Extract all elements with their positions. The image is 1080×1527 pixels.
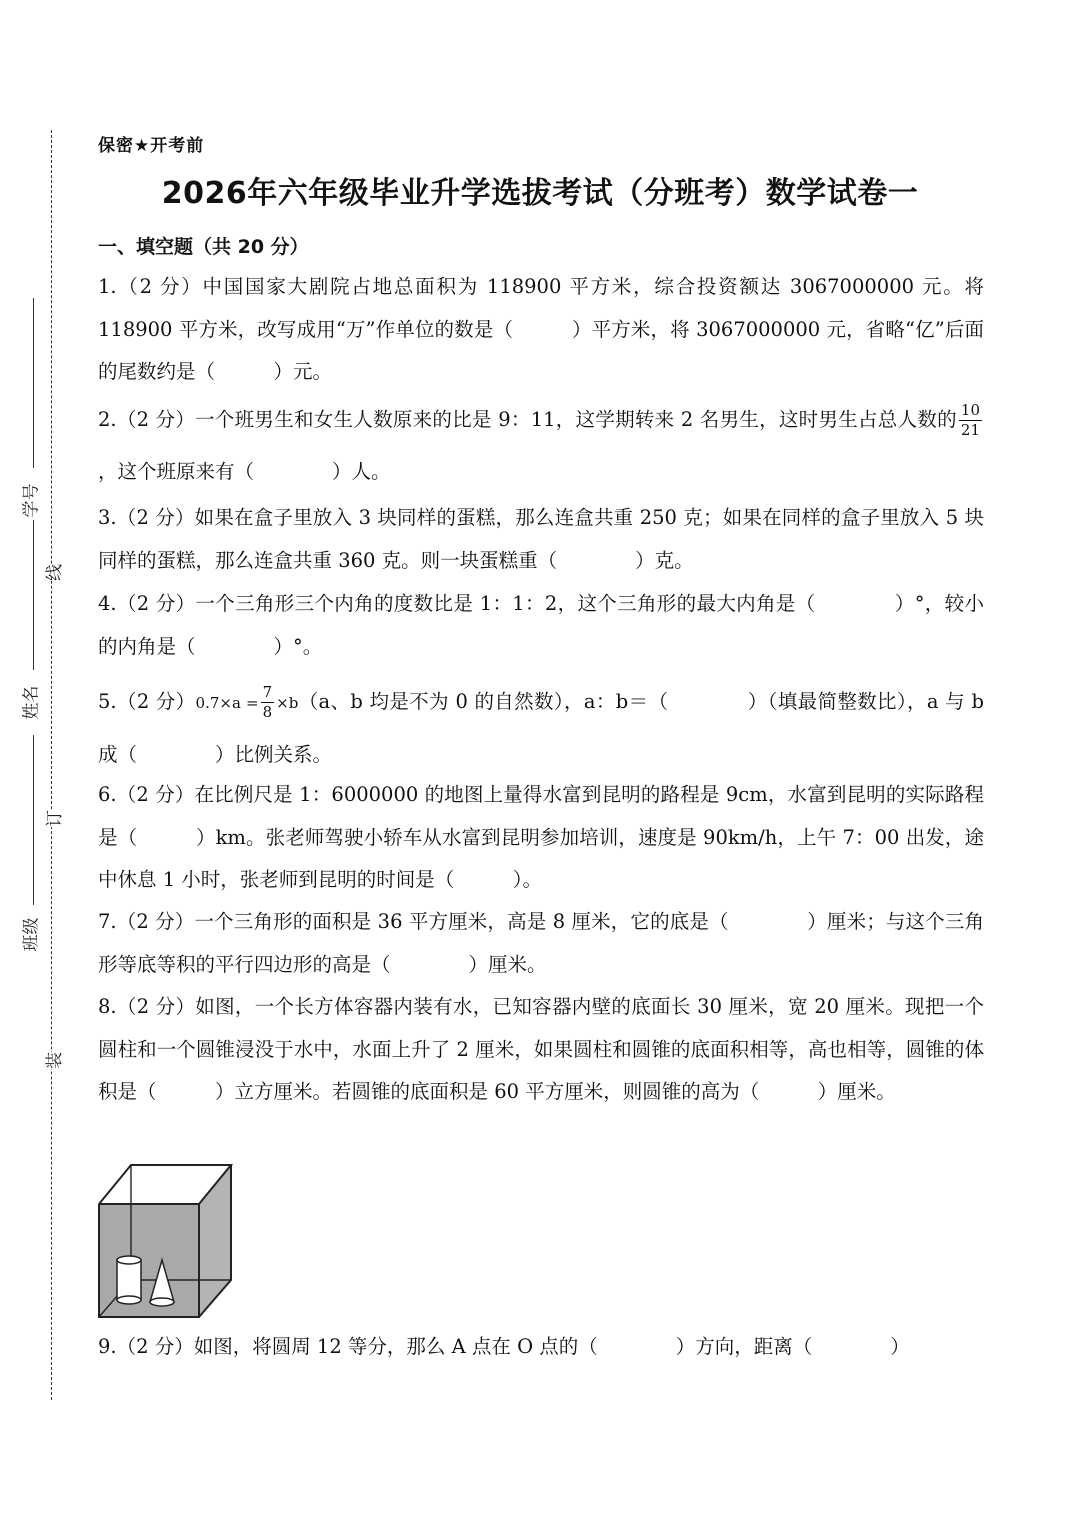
question-3: 3.（2 分）如果在盒子里放入 3 块同样的蛋糕，那么连盒共重 250 克；如果在同样的盒子里放入 5 块同样的蛋糕，那么连盒共重 360 克。则一块蛋糕重（ ）克。 (98, 506, 984, 572)
question-8: 8.（2 分）如图，一个长方体容器内装有水，已知容器内壁的底面长 30 厘米，宽 20 厘米。现把一个圆柱和一个圆锥浸没于水中，水面上升了 2 厘米，如果圆柱和圆锥的底面积相等，高也相等，圆锥的体积是（ ）立方厘米。若圆锥的底面积是 60 平方厘米，则圆锥的高为（ ）厘米。 (98, 995, 984, 1103)
fraction-denominator: 21 (960, 421, 980, 439)
question-5-rest: （a、b 均是不为 0 的自然数），a：b＝（ ）（填最简整数比），a 与 b 成（ ）比例关系。 (98, 690, 984, 766)
question-2-text-after: ，这个班原来有（ ）人。 (98, 460, 391, 483)
section-heading-fill-in: 一、填空题（共 20 分） (98, 236, 309, 258)
page-title: 2026年六年级毕业升学选拔考试（分班考）数学试卷一 (161, 176, 919, 211)
class-label: 班级 (21, 917, 42, 952)
binding-char-zhuang: 装 (38, 1052, 67, 1069)
student-id-label: 学号 (21, 483, 42, 518)
question-6: 6.（2 分）在比例尺是 1：6000000 的地图上量得水富到昆明的路程是 9cm，水富到昆明的实际路程是（ ）km。张老师驾驶小轿车从水富到昆明参加培训，速度是 90km/h，上午 7：00 出发，途中休息 1 小时，张老师到昆明的时间是（ ）。 (98, 783, 984, 891)
cylinder-body (117, 1260, 141, 1300)
question-5 (98, 676, 984, 781)
container-figure (96, 1160, 236, 1322)
cone-base (150, 1298, 174, 1306)
question-5-prefix: 5.（2 分） (98, 690, 196, 713)
cylinder-top (117, 1256, 141, 1264)
class-underline (33, 735, 34, 905)
question-1: 1.（2 分）中国国家大剧院占地总面积为 118900 平方米，综合投资额达 3067000000 元。将 118900 平方米，改写成用“万”作单位的数是（ ）平方米，将 3067000000 元，省略“亿”后面的尾数约是（ ）元。 (98, 275, 984, 383)
question-5-equation-left: 0.7×a = (195, 694, 259, 712)
name-label: 姓名 (21, 685, 42, 720)
binding-char-ding: 订 (38, 810, 67, 827)
confidential-label: 保密★开考前 (98, 136, 205, 156)
question-9: 9.（2 分）如图，将圆周 12 等分，那么 A 点在 O 点的（ ）方向，距离（ ） (98, 1335, 910, 1358)
binding-dashed-line (51, 130, 52, 1400)
question-2 (98, 394, 984, 498)
question-4: 4.（2 分）一个三角形三个内角的度数比是 1：1：2，这个三角形的最大内角是（ ）°，较小的内角是（ ）°。 (98, 592, 984, 658)
name-underline (33, 520, 34, 670)
fraction-numerator: 7 (262, 683, 273, 701)
water-side-face (199, 1165, 231, 1317)
question-2-text-before: 2.（2 分）一个班男生和女生人数原来的比是 9：11，这学期转来 2 名男生，这时男生占总人数的 (98, 408, 957, 431)
question-5-equation-right: ×b (276, 694, 299, 712)
question-2-fraction (959, 403, 982, 438)
question-7: 7.（2 分）一个三角形的面积是 36 平方厘米，高是 8 厘米，它的底是（ ）厘米；与这个三角形等底等积的平行四边形的高是（ ）厘米。 (98, 910, 984, 976)
cylinder (117, 1256, 141, 1304)
student-id-underline (33, 298, 34, 468)
question-5-fraction (261, 685, 275, 720)
fraction-denominator: 8 (262, 703, 273, 721)
cylinder-bottom (117, 1296, 141, 1304)
fraction-numerator: 10 (960, 401, 980, 419)
binding-char-xian: 线 (38, 564, 67, 581)
